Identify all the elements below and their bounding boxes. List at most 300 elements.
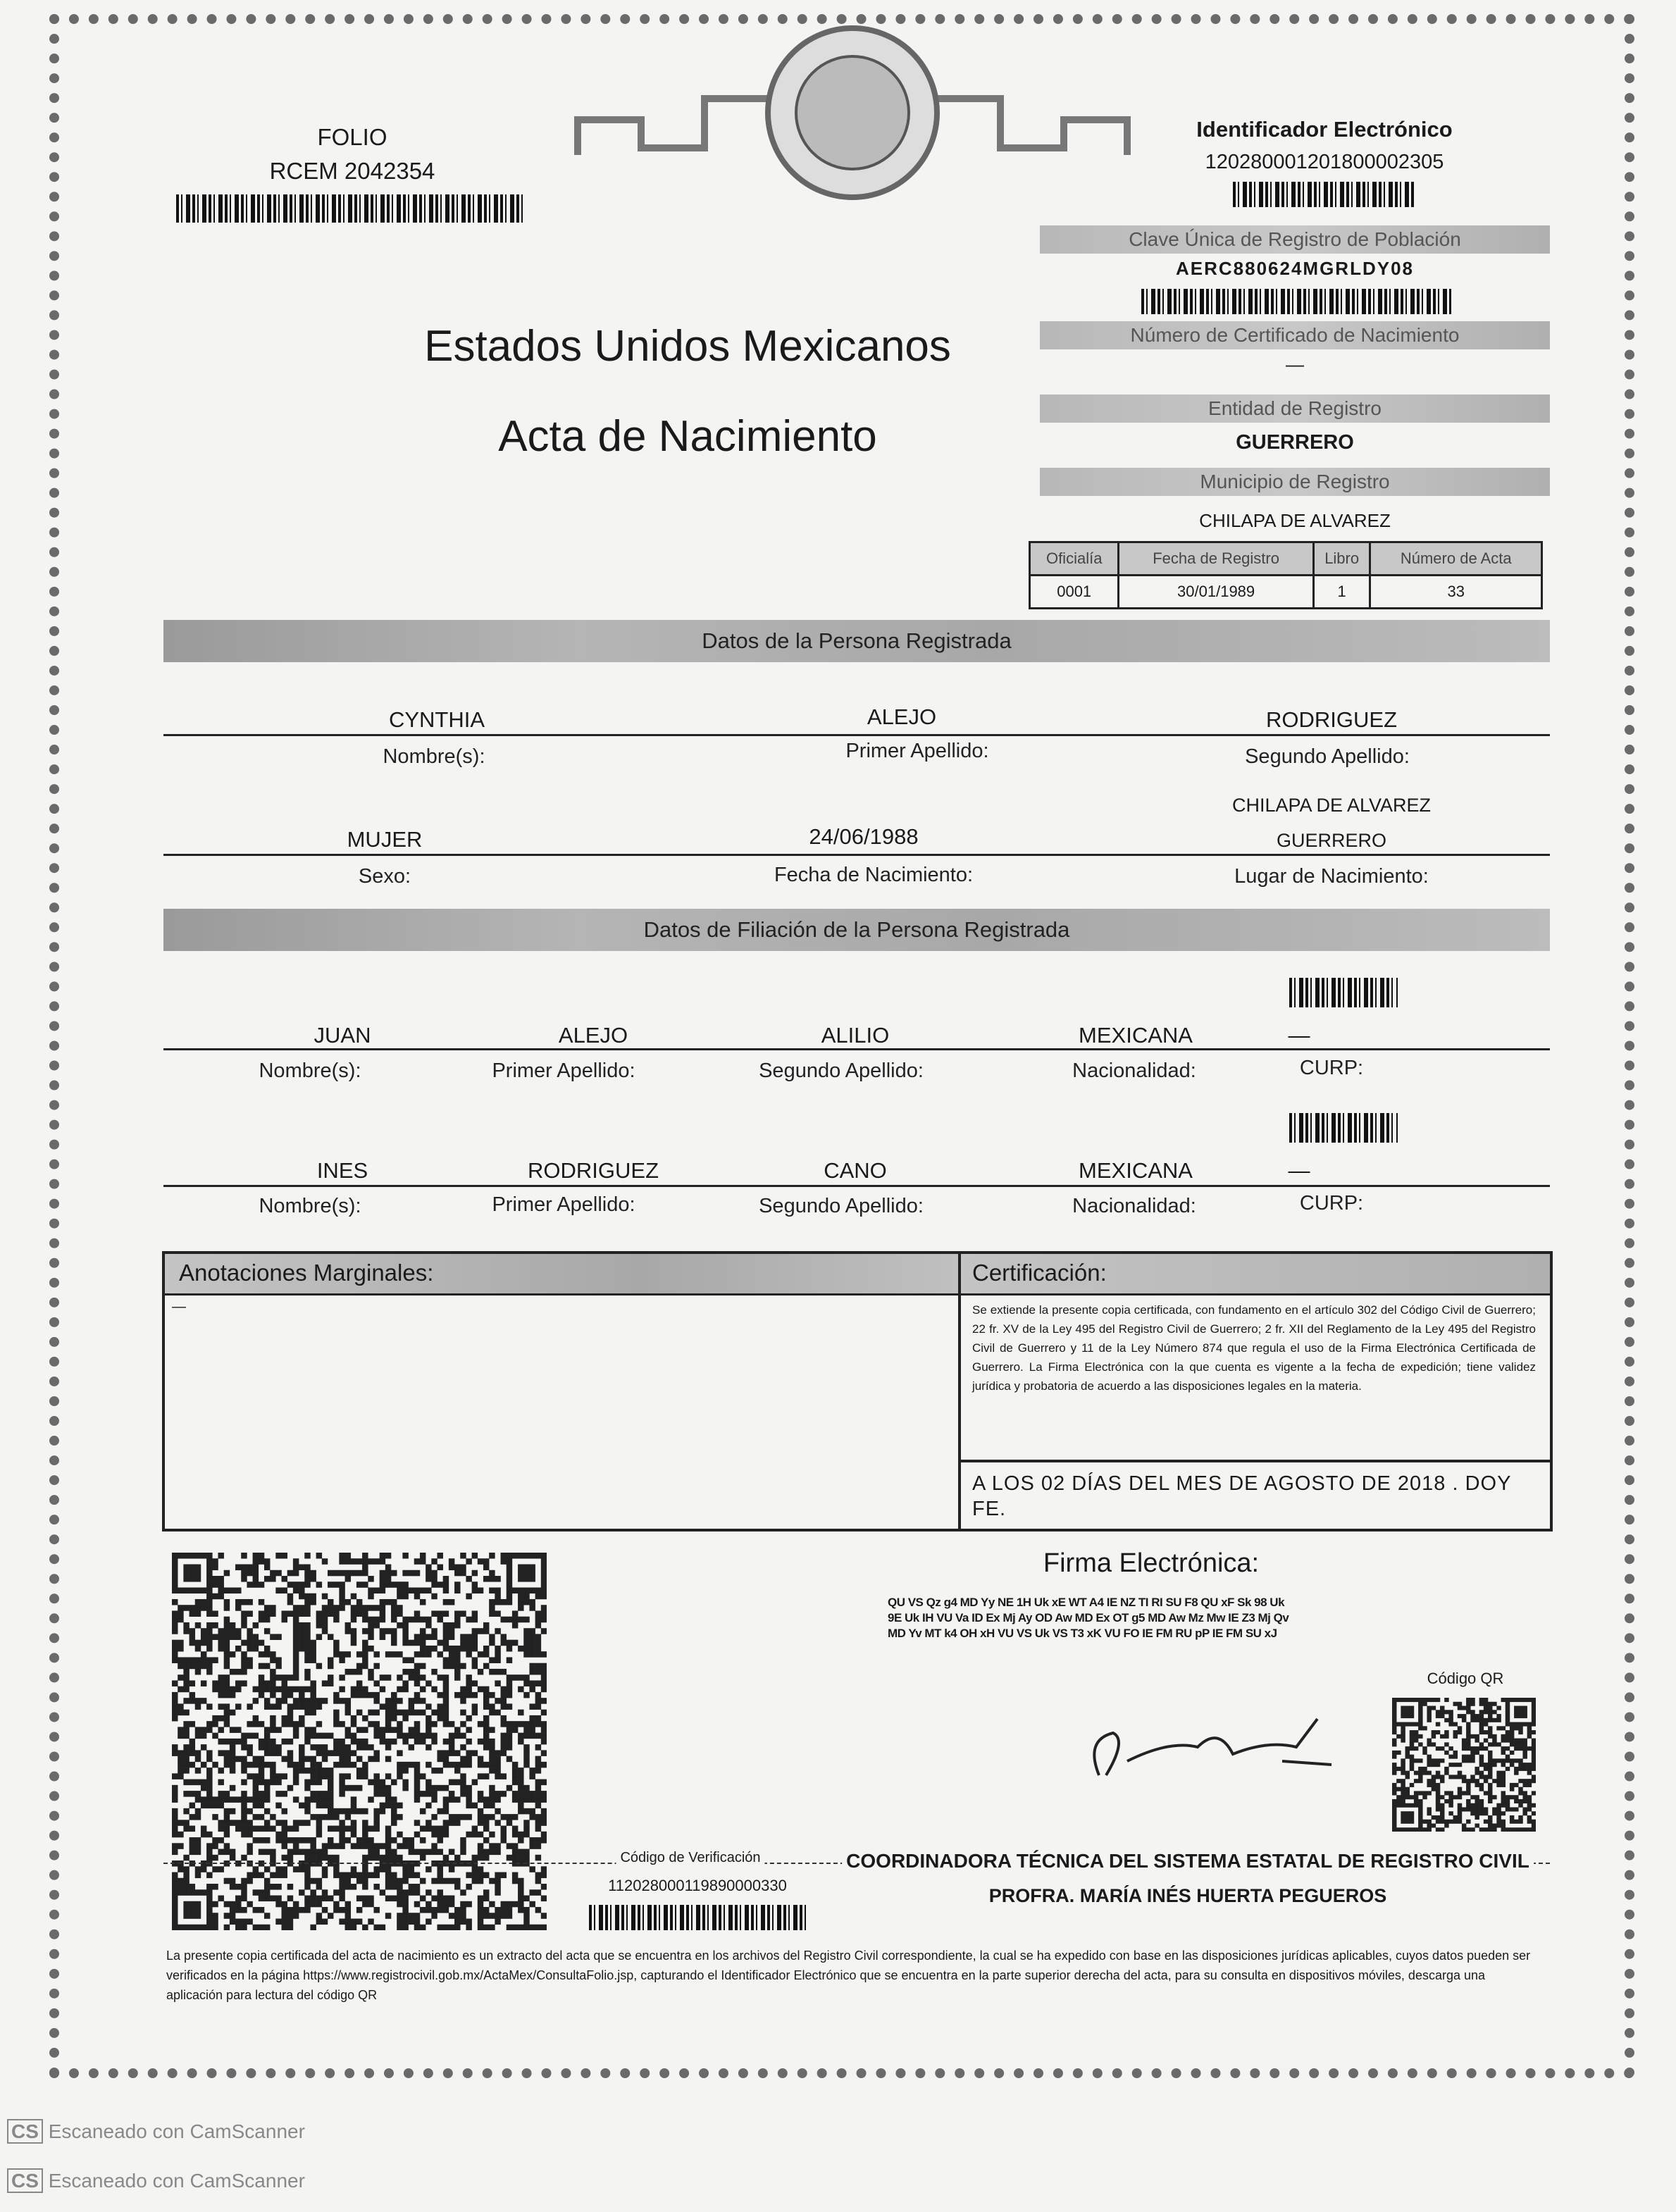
qr-module xyxy=(466,1796,471,1803)
qr-module xyxy=(230,1634,235,1640)
qr-module xyxy=(333,1605,339,1611)
qr-module xyxy=(1440,1758,1444,1763)
qr-module xyxy=(293,1640,299,1646)
qr-module xyxy=(362,1617,368,1623)
qr-module xyxy=(373,1872,379,1879)
qr-module xyxy=(541,1698,547,1704)
qr-module xyxy=(501,1715,507,1722)
qr-module xyxy=(414,1727,420,1733)
qr-module xyxy=(402,1733,408,1739)
qr-module xyxy=(183,1698,189,1704)
qr-module xyxy=(345,1762,351,1768)
qr-module xyxy=(495,1593,500,1600)
qr-module xyxy=(172,1587,178,1593)
qr-module xyxy=(322,1796,328,1803)
qr-module xyxy=(1496,1815,1501,1820)
qr-module xyxy=(541,1558,547,1565)
qr-module xyxy=(1484,1807,1488,1811)
qr-module xyxy=(224,1925,230,1930)
qr-module xyxy=(183,1750,189,1756)
qr-module xyxy=(414,1739,420,1745)
qr-module xyxy=(489,1727,495,1733)
qr-module xyxy=(368,1617,373,1623)
qr-module xyxy=(437,1808,442,1815)
qr-module xyxy=(304,1576,310,1582)
qr-module xyxy=(472,1710,478,1716)
qr-module xyxy=(518,1767,523,1774)
qr-module xyxy=(1518,1742,1522,1746)
qr-module xyxy=(253,1686,259,1693)
qr-module xyxy=(483,1727,489,1733)
qr-module xyxy=(368,1628,373,1634)
qr-module xyxy=(1427,1755,1431,1759)
qr-module xyxy=(345,1808,351,1815)
qr-module xyxy=(230,1710,235,1716)
qr-module xyxy=(391,1814,397,1820)
qr-module xyxy=(426,1889,431,1896)
qr-module xyxy=(362,1605,368,1611)
qr-module xyxy=(339,1773,344,1779)
qr-module xyxy=(518,1599,523,1605)
qr-module xyxy=(1518,1730,1522,1734)
qr-module xyxy=(1422,1827,1427,1832)
qr-module xyxy=(310,1878,316,1884)
qr-module xyxy=(368,1756,373,1763)
qr-module xyxy=(541,1721,547,1727)
qr-module xyxy=(414,1889,420,1896)
qr-module xyxy=(454,1564,460,1570)
qr-module xyxy=(351,1762,356,1768)
qr-module xyxy=(426,1622,431,1629)
qr-module xyxy=(230,1878,235,1884)
qr-module xyxy=(1392,1820,1396,1824)
qr-module xyxy=(368,1710,373,1716)
qr-module xyxy=(230,1750,235,1756)
qr-module xyxy=(1432,1787,1436,1791)
qr-module xyxy=(190,1826,195,1832)
qr-module xyxy=(1401,1787,1405,1791)
qr-module xyxy=(253,1576,259,1582)
qr-module xyxy=(351,1739,356,1745)
qr-module xyxy=(195,1889,201,1896)
qr-module xyxy=(489,1599,495,1605)
qr-module xyxy=(483,1651,489,1658)
qr-module xyxy=(402,1634,408,1640)
qr-module xyxy=(535,1791,541,1797)
qr-module xyxy=(449,1599,454,1605)
qr-module xyxy=(270,1651,275,1658)
qr-module xyxy=(414,1785,420,1791)
qr-module xyxy=(241,1756,247,1763)
qr-module xyxy=(195,1814,201,1820)
qr-module xyxy=(541,1750,547,1756)
qr-module xyxy=(1453,1751,1458,1755)
qr-module xyxy=(501,1814,507,1820)
qr-module xyxy=(529,1773,535,1779)
qr-module xyxy=(460,1919,466,1925)
qr-module xyxy=(172,1622,178,1629)
qr-module xyxy=(501,1558,507,1565)
qr-module xyxy=(1448,1795,1453,1799)
qr-module xyxy=(535,1779,541,1786)
qr-module xyxy=(316,1913,322,1919)
qr-module xyxy=(310,1593,316,1600)
qr-module xyxy=(512,1622,518,1629)
qr-module xyxy=(253,1925,259,1930)
qr-module xyxy=(1522,1751,1527,1755)
qr-module xyxy=(1448,1763,1453,1767)
qr-module xyxy=(402,1907,408,1913)
qr-module xyxy=(206,1553,212,1559)
qr-module xyxy=(206,1901,212,1908)
qr-module xyxy=(460,1791,466,1797)
qr-module xyxy=(304,1564,310,1570)
qr-module xyxy=(195,1587,201,1593)
qr-module xyxy=(322,1605,328,1611)
qr-module xyxy=(201,1663,206,1670)
qr-module xyxy=(495,1878,500,1884)
qr-module xyxy=(1453,1815,1458,1820)
qr-module xyxy=(362,1582,368,1588)
qr-module xyxy=(218,1791,223,1797)
qr-module xyxy=(402,1896,408,1902)
qr-module xyxy=(1401,1722,1405,1727)
qr-module xyxy=(206,1756,212,1763)
qr-module xyxy=(1396,1779,1401,1783)
qr-module xyxy=(316,1919,322,1925)
qr-module xyxy=(259,1663,264,1670)
qr-module xyxy=(489,1767,495,1774)
qr-module xyxy=(1488,1730,1492,1734)
qr-module xyxy=(328,1582,333,1588)
qr-module xyxy=(1448,1746,1453,1751)
qr-module xyxy=(304,1593,310,1600)
qr-module xyxy=(541,1727,547,1733)
qr-module xyxy=(1444,1730,1448,1734)
qr-module xyxy=(541,1925,547,1930)
qr-module xyxy=(1462,1706,1466,1710)
qr-module xyxy=(253,1814,259,1820)
qr-module xyxy=(183,1907,189,1913)
qr-module xyxy=(212,1657,218,1663)
qr-module xyxy=(356,1599,362,1605)
qr-module xyxy=(501,1907,507,1913)
qr-module xyxy=(409,1889,414,1896)
qr-module xyxy=(1444,1751,1448,1755)
qr-module xyxy=(351,1750,356,1756)
qr-module xyxy=(483,1703,489,1710)
qr-module xyxy=(206,1779,212,1786)
qr-module xyxy=(391,1570,397,1577)
qr-module xyxy=(1510,1815,1514,1820)
qr-module xyxy=(356,1837,362,1844)
qr-module xyxy=(212,1855,218,1861)
qr-module xyxy=(316,1610,322,1617)
qr-module xyxy=(541,1686,547,1693)
qr-module xyxy=(472,1610,478,1617)
qr-module xyxy=(1392,1823,1396,1827)
qr-module xyxy=(414,1692,420,1698)
qr-module xyxy=(287,1837,293,1844)
qr-module xyxy=(218,1820,223,1826)
qr-module xyxy=(368,1872,373,1879)
qr-module xyxy=(275,1663,281,1670)
qr-module xyxy=(501,1872,507,1879)
qr-module xyxy=(518,1617,523,1623)
qr-module xyxy=(1484,1763,1488,1767)
curp-label: Clave Única de Registro de Población xyxy=(1040,225,1550,254)
qr-module xyxy=(218,1796,223,1803)
qr-module xyxy=(541,1680,547,1686)
qr-module xyxy=(287,1896,293,1902)
qr-module xyxy=(529,1553,535,1559)
qr-module xyxy=(1401,1698,1405,1702)
qr-module xyxy=(1444,1820,1448,1824)
qr-module xyxy=(426,1785,431,1791)
qr-module xyxy=(1518,1758,1522,1763)
qr-module xyxy=(264,1889,270,1896)
qr-module xyxy=(293,1617,299,1623)
qr-module xyxy=(304,1779,310,1786)
qr-module xyxy=(1410,1722,1414,1727)
qr-module xyxy=(362,1884,368,1890)
qr-module xyxy=(426,1651,431,1658)
qr-module xyxy=(362,1767,368,1774)
qr-module xyxy=(478,1814,483,1820)
qr-module xyxy=(1475,1746,1479,1751)
qr-module xyxy=(472,1855,478,1861)
qr-module xyxy=(420,1733,426,1739)
qr-module xyxy=(1453,1820,1458,1824)
qr-module xyxy=(414,1901,420,1908)
qr-module xyxy=(443,1640,449,1646)
qr-module xyxy=(426,1733,431,1739)
qr-module xyxy=(1414,1758,1418,1763)
qr-module xyxy=(1514,1742,1518,1746)
qr-module xyxy=(1401,1827,1405,1832)
qr-module xyxy=(333,1808,339,1815)
qr-module xyxy=(351,1640,356,1646)
firma-code xyxy=(888,1595,1289,1641)
qr-module xyxy=(1418,1815,1422,1820)
qr-module xyxy=(304,1884,310,1890)
qr-module xyxy=(1466,1702,1470,1706)
qr-module xyxy=(328,1808,333,1815)
qr-module xyxy=(460,1698,466,1704)
qr-module xyxy=(351,1721,356,1727)
qr-module xyxy=(235,1925,241,1930)
qr-module xyxy=(304,1610,310,1617)
qr-module xyxy=(1396,1751,1401,1755)
qr-module xyxy=(489,1739,495,1745)
qr-module xyxy=(535,1692,541,1698)
qr-module xyxy=(241,1925,247,1930)
qr-module xyxy=(368,1896,373,1902)
qr-module xyxy=(507,1744,512,1751)
qr-module xyxy=(218,1634,223,1640)
qr-module xyxy=(328,1605,333,1611)
qr-module xyxy=(1448,1820,1453,1824)
qr-module xyxy=(333,1646,339,1652)
qr-module xyxy=(356,1610,362,1617)
qr-module xyxy=(310,1576,316,1582)
qr-module xyxy=(507,1925,512,1930)
qr-module xyxy=(380,1703,385,1710)
qr-module xyxy=(397,1832,402,1838)
qr-module xyxy=(218,1582,223,1588)
qr-module xyxy=(1410,1783,1414,1787)
qr-module xyxy=(420,1617,426,1623)
qr-module xyxy=(195,1646,201,1652)
qr-module xyxy=(345,1651,351,1658)
qr-module xyxy=(518,1785,523,1791)
qr-module xyxy=(282,1739,287,1745)
qr-module xyxy=(426,1576,431,1582)
qr-module xyxy=(1414,1730,1418,1734)
qr-module xyxy=(287,1855,293,1861)
qr-module xyxy=(397,1913,402,1919)
qr-module xyxy=(1396,1827,1401,1832)
qr-module xyxy=(195,1907,201,1913)
qr-module xyxy=(316,1750,322,1756)
qr-module xyxy=(1532,1791,1536,1795)
qr-module xyxy=(1444,1823,1448,1827)
qr-module xyxy=(1479,1702,1484,1706)
qr-module xyxy=(183,1686,189,1693)
qr-module xyxy=(206,1773,212,1779)
qr-module xyxy=(299,1715,304,1722)
qr-module xyxy=(299,1756,304,1763)
qr-module xyxy=(212,1866,218,1872)
qr-module xyxy=(304,1866,310,1872)
qr-module xyxy=(1510,1734,1514,1739)
qr-module xyxy=(293,1698,299,1704)
qr-module xyxy=(420,1878,426,1884)
qr-module xyxy=(218,1896,223,1902)
qr-module xyxy=(195,1622,201,1629)
qr-module xyxy=(328,1610,333,1617)
qr-module xyxy=(489,1669,495,1675)
qr-module xyxy=(402,1710,408,1716)
qr-module xyxy=(409,1570,414,1577)
qr-module xyxy=(1514,1739,1518,1743)
qr-module xyxy=(241,1796,247,1803)
qr-module xyxy=(512,1553,518,1559)
qr-module xyxy=(1453,1795,1458,1799)
qr-module xyxy=(483,1773,489,1779)
qr-module xyxy=(230,1820,235,1826)
qr-module xyxy=(247,1901,252,1908)
qr-module xyxy=(420,1925,426,1930)
qr-module xyxy=(328,1779,333,1786)
qr-module xyxy=(420,1674,426,1681)
qr-module xyxy=(339,1791,344,1797)
qr-module xyxy=(1418,1803,1422,1808)
qr-module xyxy=(1532,1823,1536,1827)
qr-module xyxy=(328,1599,333,1605)
qr-module xyxy=(409,1866,414,1872)
qr-module xyxy=(1506,1758,1510,1763)
qr-module xyxy=(391,1896,397,1902)
signatory-title: COORDINADORA TÉCNICA DEL SISTEMA ESTATAL DE REGISTRO CIVIL xyxy=(842,1850,1534,1872)
folio-barcode xyxy=(176,194,524,223)
qr-module xyxy=(535,1698,541,1704)
qr-module xyxy=(472,1570,478,1577)
qr-module xyxy=(1410,1767,1414,1771)
qr-module xyxy=(483,1739,489,1745)
qr-module xyxy=(1479,1775,1484,1779)
qr-module xyxy=(535,1814,541,1820)
qr-module xyxy=(402,1785,408,1791)
qr-module xyxy=(1432,1706,1436,1710)
qr-module xyxy=(356,1570,362,1577)
qr-module xyxy=(333,1855,339,1861)
qr-module xyxy=(201,1803,206,1809)
qr-module xyxy=(259,1744,264,1751)
qr-module xyxy=(443,1820,449,1826)
qr-module xyxy=(1488,1726,1492,1730)
qr-module xyxy=(529,1587,535,1593)
qr-module xyxy=(1432,1783,1436,1787)
qr-module xyxy=(397,1919,402,1925)
qr-module xyxy=(483,1925,489,1930)
qr-module xyxy=(259,1680,264,1686)
qr-module xyxy=(437,1750,442,1756)
qr-module xyxy=(535,1837,541,1844)
qr-module xyxy=(356,1582,362,1588)
qr-module xyxy=(1444,1771,1448,1775)
qr-module xyxy=(259,1791,264,1797)
qr-module xyxy=(523,1756,529,1763)
qr-module xyxy=(507,1582,512,1588)
qr-module xyxy=(172,1715,178,1722)
qr-module xyxy=(507,1570,512,1577)
qr-module xyxy=(293,1820,299,1826)
qr-module xyxy=(489,1785,495,1791)
qr-module xyxy=(304,1733,310,1739)
qr-module xyxy=(1401,1763,1405,1767)
qr-module xyxy=(1522,1714,1527,1718)
qr-module xyxy=(1510,1763,1514,1767)
qr-module xyxy=(224,1651,230,1658)
qr-module xyxy=(304,1657,310,1663)
qr-module xyxy=(1401,1820,1405,1824)
qr-module xyxy=(328,1663,333,1670)
qr-module xyxy=(253,1698,259,1704)
qr-module xyxy=(282,1820,287,1826)
qr-module xyxy=(1401,1706,1405,1710)
qr-module xyxy=(218,1837,223,1844)
qr-module xyxy=(206,1849,212,1856)
qr-module xyxy=(1436,1815,1440,1820)
qr-module xyxy=(1527,1795,1532,1799)
qr-module xyxy=(362,1855,368,1861)
qr-module xyxy=(402,1715,408,1722)
qr-module xyxy=(466,1674,471,1681)
qr-module xyxy=(304,1634,310,1640)
qr-module xyxy=(299,1907,304,1913)
qr-module xyxy=(206,1622,212,1629)
qr-module xyxy=(1436,1771,1440,1775)
qr-module xyxy=(437,1901,442,1908)
qr-module xyxy=(183,1884,189,1890)
qr-module xyxy=(190,1657,195,1663)
qr-module xyxy=(1510,1742,1514,1746)
qr-module xyxy=(523,1564,529,1570)
qr-module xyxy=(201,1889,206,1896)
qr-module xyxy=(1392,1698,1396,1702)
qr-module xyxy=(1432,1698,1436,1702)
